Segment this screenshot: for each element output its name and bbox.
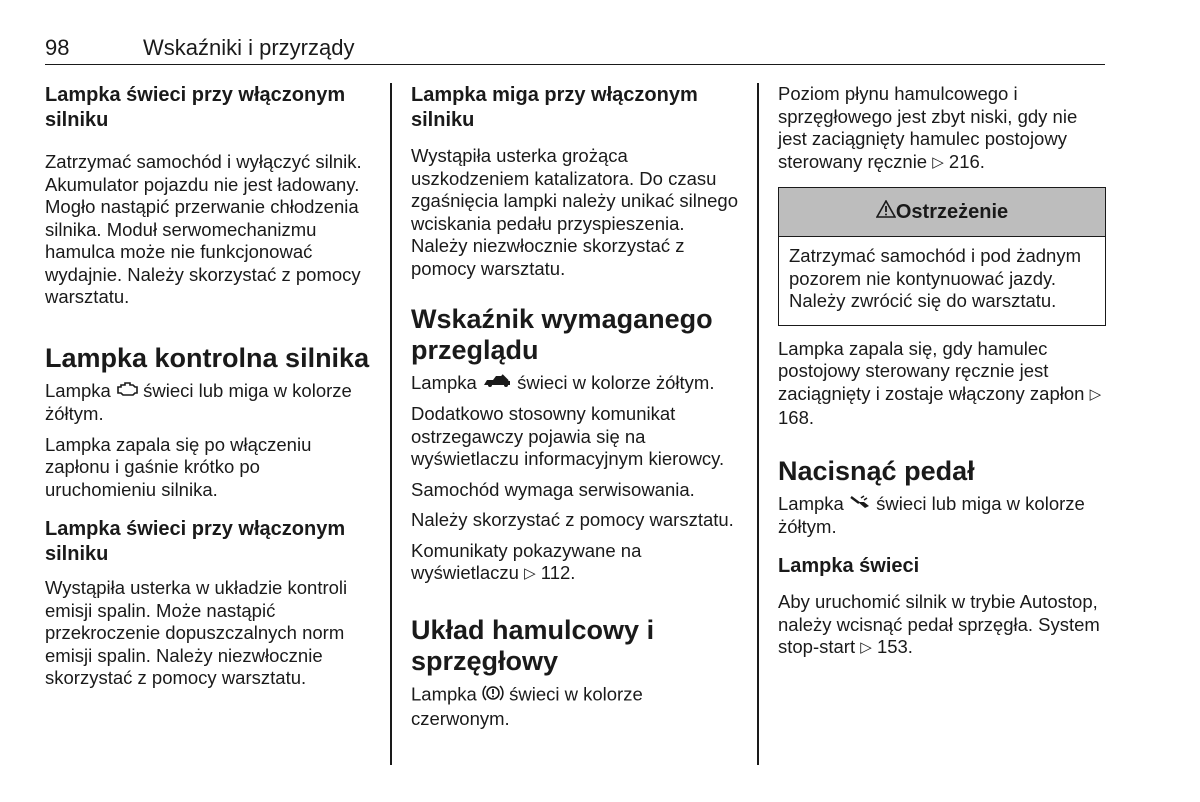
brake-system-icon (482, 683, 504, 709)
paragraph (411, 372, 741, 395)
column-2 (411, 83, 741, 731)
section-title: Wskaźnik wymaganego przeglądu (411, 304, 713, 365)
paragraph-text: świeci w kolorze czerwonym. (411, 683, 643, 730)
warning-triangle-icon (876, 200, 896, 224)
paragraph: Zatrzymać samochód i wyłączyć silnik. Akumulator pojazdu nie jest ładowany. Mogło nastąpić przerwanie chłodzenia silnika. Moduł serwomechanizmu hamulca może nie funkcjonować wydajnie. Należy skorzystać z pomocy warsztatu. (45, 151, 362, 307)
page-reference[interactable]: 153. (876, 636, 913, 658)
paragraph (411, 683, 741, 731)
warning-header (779, 188, 1105, 237)
warning-title: Ostrzeżenie (895, 200, 1009, 223)
paragraph (778, 493, 1108, 539)
section-heading: Lampka świeci przy włączonym silniku (45, 84, 346, 131)
paragraph-text: Lampka (411, 683, 477, 705)
column-1 (45, 83, 375, 690)
paragraph-text: Komunikaty pokazywane na wyświetlaczu (411, 539, 642, 584)
reference-arrow-icon: ▷ (860, 639, 872, 657)
section-title: Układ hamulcowy i sprzęgłowy (411, 614, 655, 676)
paragraph: Należy skorzystać z pomocy warsztatu. (411, 509, 734, 531)
reference-arrow-icon: ▷ (1089, 385, 1102, 403)
column-divider (757, 83, 759, 765)
paragraph-text: Aby uruchomić silnik w trybie Autostop, należy wcisnąć pedał sprzęgła. System stop-start (778, 591, 1100, 658)
paragraph-text: świeci lub miga w kolorze żółtym. (778, 492, 1085, 537)
section-heading: Lampka świeci przy włączonym silniku (45, 518, 346, 566)
page-reference[interactable]: 216. (948, 150, 985, 172)
paragraph (778, 338, 1108, 430)
paragraph: Samochód wymaga serwisowania. (411, 478, 695, 500)
page-header (45, 34, 1105, 65)
column-3 (778, 83, 1108, 661)
paragraph-text: świeci w kolorze żółtym. (517, 372, 715, 393)
paragraph-text: Lampka (45, 379, 111, 401)
paragraph-text: Poziom płynu hamulcowego i sprzęgłowego jest zbyt niski, gdy nie jest zaciągnięty hamulec postojowy sterowany ręcznie (778, 83, 1078, 172)
paragraph-text: Lampka (411, 372, 477, 393)
column-divider (390, 83, 392, 765)
paragraph-text: świeci lub miga w kolorze żółtym. (45, 379, 352, 425)
paragraph (778, 591, 1108, 661)
section-title: Lampka kontrolna silnika (45, 342, 370, 373)
paragraph-text: Lampka zapala się, gdy hamulec postojowy sterowany ręcznie jest zaciągnięty i zostaje włączony zapłon (778, 337, 1085, 404)
clutch-pedal-icon (849, 493, 871, 516)
reference-arrow-icon: ▷ (932, 153, 944, 171)
paragraph: Lampka zapala się po włączeniu zapłonu i gaśnie krótko po uruchomieniu silnika. (45, 433, 312, 500)
page-number: 98 (45, 35, 70, 60)
chapter-title: Wskaźniki i przyrządy (143, 35, 355, 60)
paragraph-text: Lampka (778, 492, 844, 514)
reference-arrow-icon: ▷ (524, 565, 536, 583)
paragraph (778, 83, 1108, 175)
paragraph: Wystąpiła usterka grożąca uszkodzeniem katalizatora. Do czasu zgaśnięcia lampki należy unikać silnego wciskania pedału przyspieszenia. Należy niezwłocznie skorzystać z pomocy warsztatu. (411, 145, 739, 279)
section-heading: Lampka miga przy włączonym silniku (411, 84, 698, 131)
engine-check-icon (116, 380, 138, 404)
service-car-icon (482, 373, 512, 396)
page-reference[interactable]: 112. (540, 562, 576, 584)
warning-text: Zatrzymać samochód i pod żadnym pozorem nie kontynuować jazdy. Należy zwrócić się do warsztatu. (789, 245, 1082, 311)
paragraph: Wystąpiła usterka w układzie kontroli emisji spalin. Może nastąpić przekroczenie dopuszczalnych norm emisji spalin. Należy niezwłocznie skorzystać z pomocy warsztatu. (45, 577, 348, 689)
paragraph (411, 540, 741, 587)
paragraph (45, 380, 375, 426)
page-reference[interactable]: 168. (778, 407, 815, 428)
section-title: Nacisnąć pedał (778, 455, 975, 486)
section-heading: Lampka świeci (778, 555, 920, 578)
paragraph: Dodatkowo stosowny komunikat ostrzegawczy pojawia się na wyświetlaczu informacyjnym kierowcy. (411, 403, 725, 470)
warning-box (778, 187, 1106, 326)
